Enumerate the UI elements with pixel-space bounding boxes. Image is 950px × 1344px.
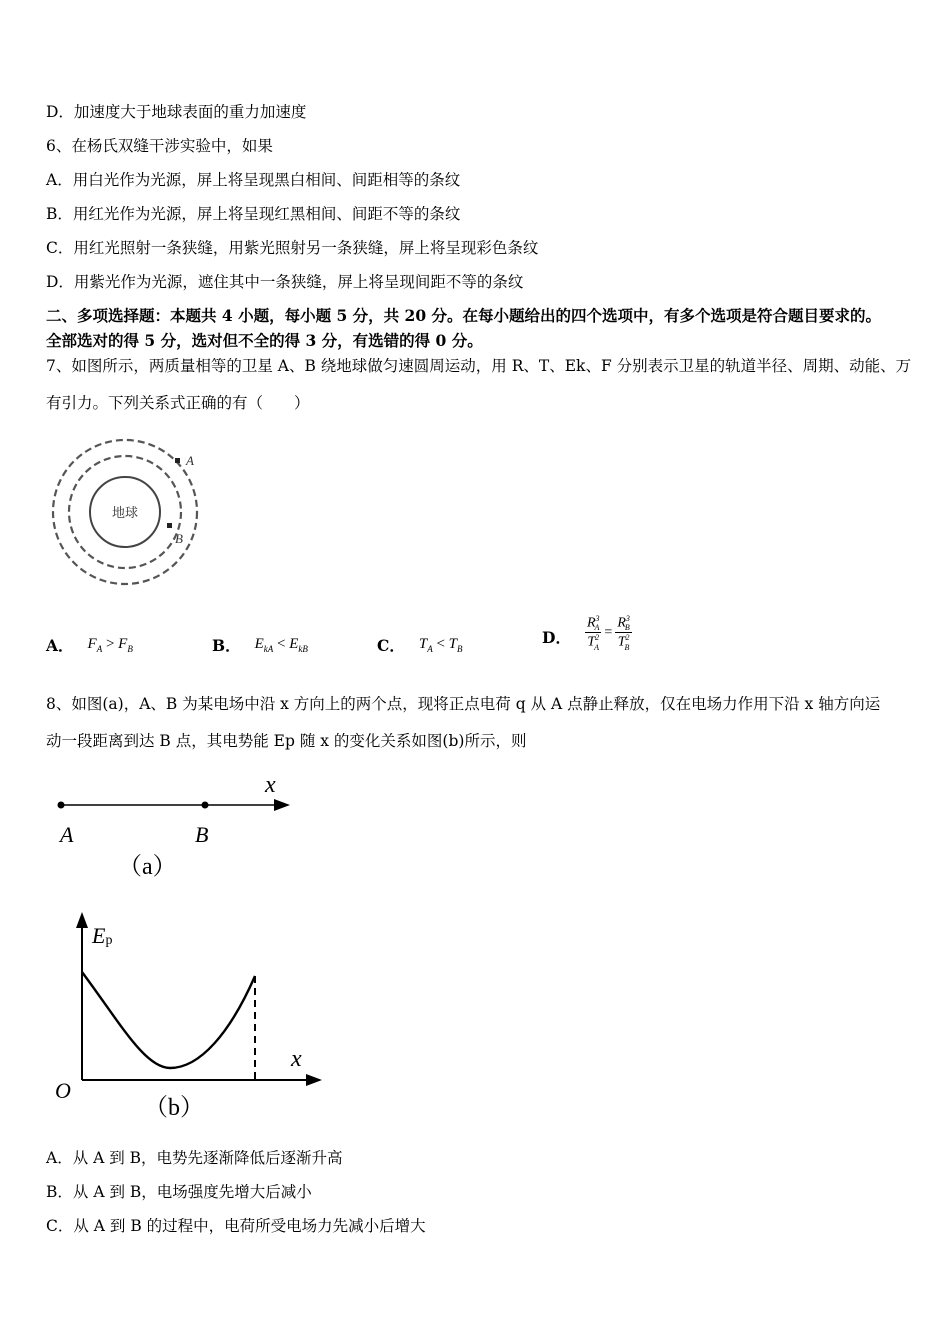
section2-heading-line2: 全部选对的得 5 分，选对但不全的得 3 分，有选错的得 0 分。 <box>46 331 483 350</box>
satellite-a <box>175 458 180 463</box>
q7-stem-line2: 有引力。下列关系式正确的有（ ） <box>46 394 310 412</box>
q7-stem-line1: 7、如图所示，两质量相等的卫星 A、B 绕地球做匀速圆周运动，用 R、T、Ek、F 分别表示卫星的轨道半径、周期、动能、万 <box>46 357 912 375</box>
fig-a-point-a <box>58 802 65 809</box>
earth-label: 地球 <box>111 505 139 520</box>
fig-b-y-arrow <box>76 912 88 928</box>
q6-stem: 6、在杨氏双缝干涉实验中，如果 <box>46 137 273 155</box>
fig-a-axis-arrow <box>274 799 290 811</box>
q7-orbit-figure <box>46 430 206 592</box>
q8-option-c: C．从 A 到 B 的过程中，电荷所受电场力先减小后增大 <box>46 1217 426 1235</box>
satellite-b <box>167 523 172 528</box>
satellite-b-label: B <box>175 531 183 546</box>
q8-option-b: B．从 A 到 B，电场强度先增大后减小 <box>46 1183 312 1201</box>
fig-a-point-a-label: A <box>60 822 74 847</box>
q8-figure-a <box>50 768 300 883</box>
q6-option-d: D．用紫光作为光源，遮住其中一条狭缝，屏上将呈现间距不等的条纹 <box>46 273 524 291</box>
fig-a-point-b-label: B <box>195 822 209 847</box>
q8-option-a: A．从 A 到 B，电势先逐渐降低后逐渐升高 <box>46 1149 343 1167</box>
q7-option-d-expr: $\frac{R^3_A}{T^2_A}$ = $\frac{R^3_B}{T^2_B}$ <box>586 614 630 652</box>
fig-b-x-label: x <box>291 1046 302 1072</box>
fig-a-point-b <box>202 802 209 809</box>
q7-option-b <box>212 634 308 656</box>
fig-b-ep-curve <box>82 972 255 1068</box>
fig-b-origin-label: O <box>55 1078 71 1103</box>
q7-option-c <box>377 634 463 656</box>
q7-option-a <box>46 634 133 656</box>
fig-b-y-label: Ep <box>92 923 113 948</box>
q7-option-a-expr: $F_A > F_B$ <box>87 636 133 654</box>
fig-b-caption: （b） <box>144 1095 204 1121</box>
q7-option-d <box>542 614 632 652</box>
q7-option-c-expr: $T_A < T_B$ <box>418 636 463 654</box>
q8-stem-line1: 8、如图(a)，A、B 为某电场中沿 x 方向上的两个点，现将正点电荷 q 从 A 点静止释放，仅在电场力作用下沿 x 轴方向运 <box>46 695 881 713</box>
q6-option-b: B．用红光作为光源，屏上将呈现红黑相间、间距不等的条纹 <box>46 205 461 223</box>
q7-option-b-expr: $E_{kA} < E_{kB}$ <box>254 636 308 654</box>
section2-heading-line1: 二、多项选择题：本题共 4 小题，每小题 5 分，共 20 分。在每小题给出的四个选项中，有多个选项是符合题目要求的。 <box>46 306 882 325</box>
q6-option-a: A．用白光作为光源，屏上将呈现黑白相间、间距相等的条纹 <box>46 171 461 189</box>
q7-option-a-label: A． <box>46 636 74 655</box>
q7-options <box>46 612 906 672</box>
q7-option-d-label: D． <box>542 627 571 647</box>
q7-option-c-label: C． <box>377 636 405 655</box>
satellite-a-label: A <box>186 453 194 468</box>
q8-stem-line2: 动一段距离到达 B 点，其电势能 Ep 随 x 的变化关系如图(b)所示，则 <box>46 732 527 750</box>
q6-option-c: C．用红光照射一条狭缝，用紫光照射另一条狭缝，屏上将呈现彩色条纹 <box>46 239 539 257</box>
fig-a-caption: （a） <box>118 854 177 880</box>
q5-option-d: D．加速度大于地球表面的重力加速度 <box>46 103 307 121</box>
q7-option-b-label: B． <box>212 636 241 655</box>
q8-figure-b <box>50 908 340 1128</box>
fig-b-x-arrow <box>306 1074 322 1086</box>
fig-a-axis-label: x <box>265 772 276 798</box>
